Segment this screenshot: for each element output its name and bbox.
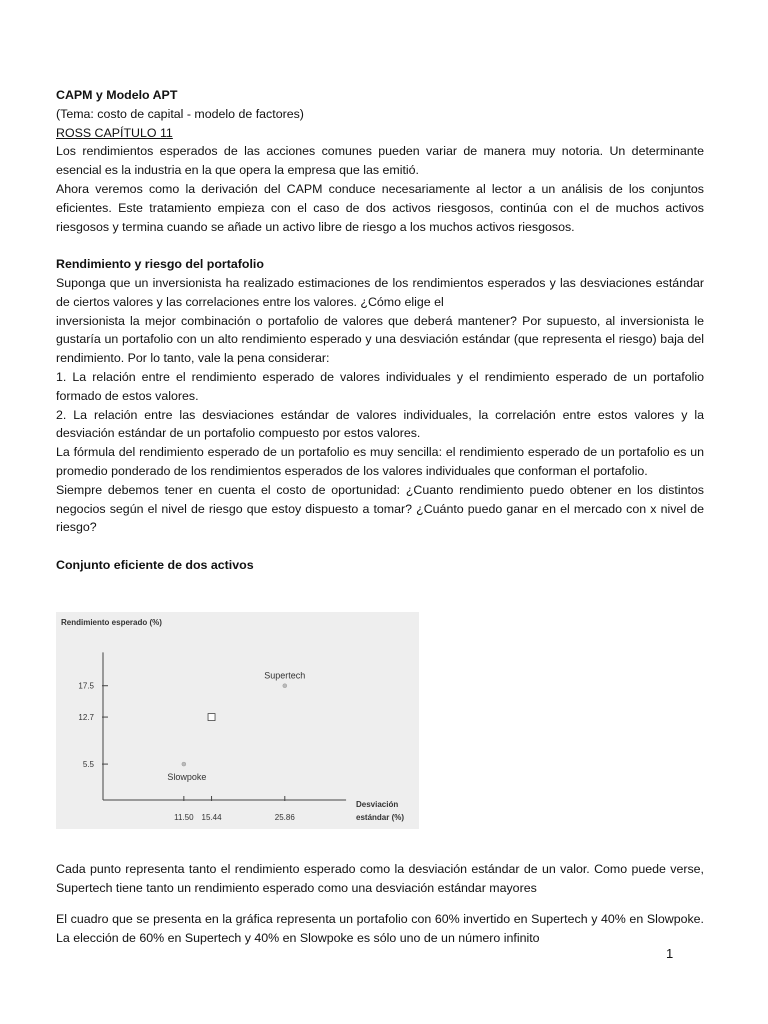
paragraph: Suponga que un inversionista ha realizado estimaciones de los rendimientos esperados y las desviaciones estándar de ciertos valores y las correlaciones entre los valores. ¿Cómo elige el — [56, 275, 704, 309]
paragraph: La fórmula del rendimiento esperado de un portafolio es muy sencilla: el rendimiento esperado de un portafolio es un promedio ponderado de los rendimientos esperados de los valores individuales que conforman el portafolio. — [56, 445, 704, 478]
efficient-set-chart — [56, 612, 419, 829]
portfolio-point — [208, 714, 215, 721]
document-body — [56, 86, 704, 575]
intro-paragraph-2: Ahora veremos como la derivación del CAPM conduce necesariamente al lector a un análisis de los conjuntos eficientes. Este tratamiento empieza con el caso de dos activos riesgosos, continúa con el de muchos activos riesgosos y termina cuando se añade un activo libre de riesgo a los muchos activos riesgosos. — [56, 181, 704, 234]
paragraph: Cada punto representa tanto el rendimiento esperado como la desviación estándar de un valor. Como puede verse, Supertech tiene tanto un rendimiento esperado como una desviación estándar mayores — [56, 862, 704, 896]
y-tick-label: 17.5 — [78, 681, 94, 691]
data-point-supertech — [283, 684, 287, 688]
doc-subtitle: (Tema: costo de capital - modelo de factores) — [56, 106, 304, 121]
section-heading-efficient-set: Conjunto eficiente de dos activos — [56, 557, 254, 572]
page-number: 1 — [666, 946, 674, 961]
y-tick-label: 5.5 — [82, 760, 94, 770]
data-point-slowpoke — [182, 762, 186, 766]
x-tick-label: 25.86 — [274, 813, 295, 822]
paragraph: Siempre debemos tener en cuenta el costo de oportunidad: ¿Cuanto rendimiento puedo obtener en los distintos negocios según el nivel de riesgo que estoy dispuesto a tomar? ¿Cuánto puedo ganar en el mercado con x nivel de riesgo? — [56, 482, 704, 535]
y-tick-label: 12.7 — [78, 713, 94, 723]
chart-svg — [56, 612, 419, 829]
doc-reference: ROSS CAPÍTULO 11 — [56, 125, 173, 140]
doc-title: CAPM y Modelo APT — [56, 88, 178, 102]
list-item: 1. La relación entre el rendimiento esperado de valores individuales y el rendimiento esperado de un portafolio formado de estos valores. — [56, 369, 704, 403]
intro-paragraph-1: Los rendimientos esperados de las acciones comunes pueden variar de manera muy notoria. Un determinante esencial es la industria en la que opera la empresa que las emitió. — [56, 144, 704, 178]
x-tick-label: 15.44 — [201, 813, 222, 822]
point-label-slowpoke: Slowpoke — [167, 772, 207, 783]
paragraph: inversionista la mejor combinación o portafolio de valores que deberá mantener? Por supuesto, al inversionista le gustaría un portafolio con un alto rendimiento esperado y una desviación estándar (que representa el riesgo) baja del rendimiento. Por lo tanto, vale la pena considerar: — [56, 313, 704, 366]
list-item: 2. La relación entre las desviaciones estándar de valores individuales, la correlación entre estos valores y la desviación estándar de un portafolio compuesto por estos valores. — [56, 407, 704, 441]
y-axis-label: Rendimiento esperado (%) — [61, 618, 162, 627]
point-label-supertech: Supertech — [264, 670, 306, 681]
x-tick-label: 11.50 — [174, 813, 194, 822]
section-heading-portfolio: Rendimiento y riesgo del portafolio — [56, 257, 264, 272]
after-chart-text — [56, 848, 704, 960]
x-axis-label: Desviación — [356, 800, 399, 809]
x-axis-label: estándar (%) — [356, 813, 405, 822]
paragraph: El cuadro que se presenta en la gráfica representa un portafolio con 60% invertido en Supertech y 40% en Slowpoke. La elección de 60% en Supertech y 40% en Slowpoke es sólo uno de un número infinito — [56, 912, 704, 946]
